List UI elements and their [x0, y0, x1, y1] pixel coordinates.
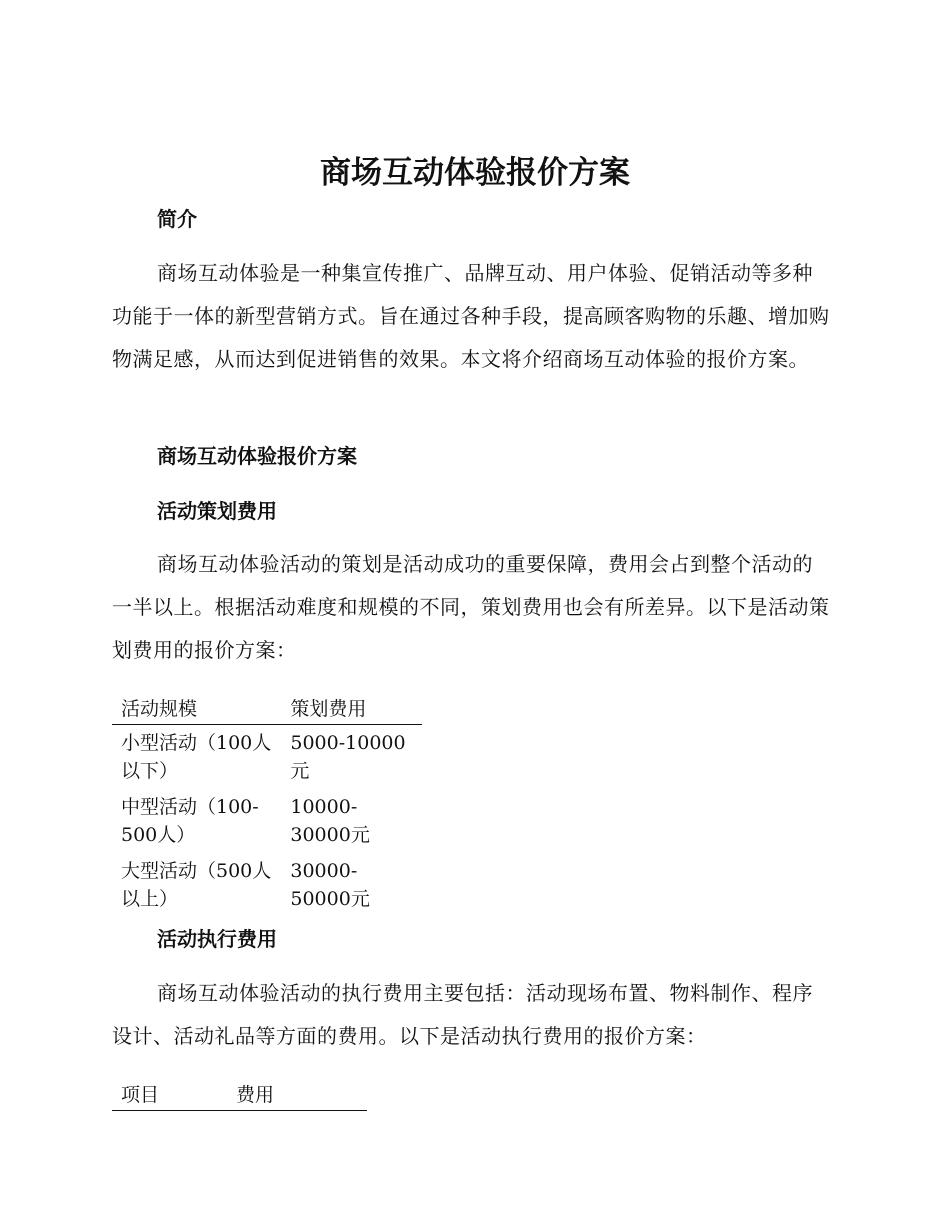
table-cell: 10000-30000元 — [290, 796, 370, 846]
table-cell: 小型活动（100人以下） — [121, 732, 272, 782]
table-row — [112, 725, 422, 790]
planning-cost-heading: 活动策划费用 — [157, 499, 277, 523]
document-title: 商场互动体验报价方案 — [320, 155, 630, 191]
intro-paragraph: 商场互动体验是一种集宣传推广、品牌互动、用户体验、促销活动等多种功能于一体的新型营销方式。旨在通过各种手段，提高顾客购物的乐趣、增加购物满足感，从而达到促进销售的效果。本文将介绍商场互动体验的报价方案。 — [112, 261, 830, 371]
table-header-cost: 策划费用 — [281, 692, 422, 725]
table-cell: 30000-50000元 — [290, 860, 370, 910]
table-cell: 大型活动（500人以上） — [121, 860, 272, 910]
table-header-cost: 费用 — [227, 1078, 367, 1111]
execution-cost-heading: 活动执行费用 — [157, 927, 277, 951]
planning-cost-paragraph: 商场互动体验活动的策划是活动成功的重要保障，费用会占到整个活动的一半以上。根据活动难度和规模的不同，策划费用也会有所差异。以下是活动策划费用的报价方案： — [112, 552, 830, 662]
table-row — [112, 789, 422, 853]
intro-heading: 简介 — [157, 207, 197, 231]
table-header-item: 项目 — [112, 1078, 227, 1111]
execution-cost-paragraph: 商场互动体验活动的执行费用主要包括：活动现场布置、物料制作、程序设计、活动礼品等方面的费用。以下是活动执行费用的报价方案： — [112, 981, 813, 1048]
table-cell: 5000-10000元 — [290, 732, 406, 782]
planning-cost-table — [112, 692, 422, 917]
execution-cost-table — [112, 1078, 367, 1111]
table-header-row — [112, 1078, 367, 1111]
table-cell: 中型活动（100-500人） — [121, 796, 259, 846]
plan-main-heading: 商场互动体验报价方案 — [157, 444, 357, 468]
table-header-row — [112, 692, 422, 725]
table-header-scale: 活动规模 — [112, 692, 281, 725]
table-row — [112, 853, 422, 917]
